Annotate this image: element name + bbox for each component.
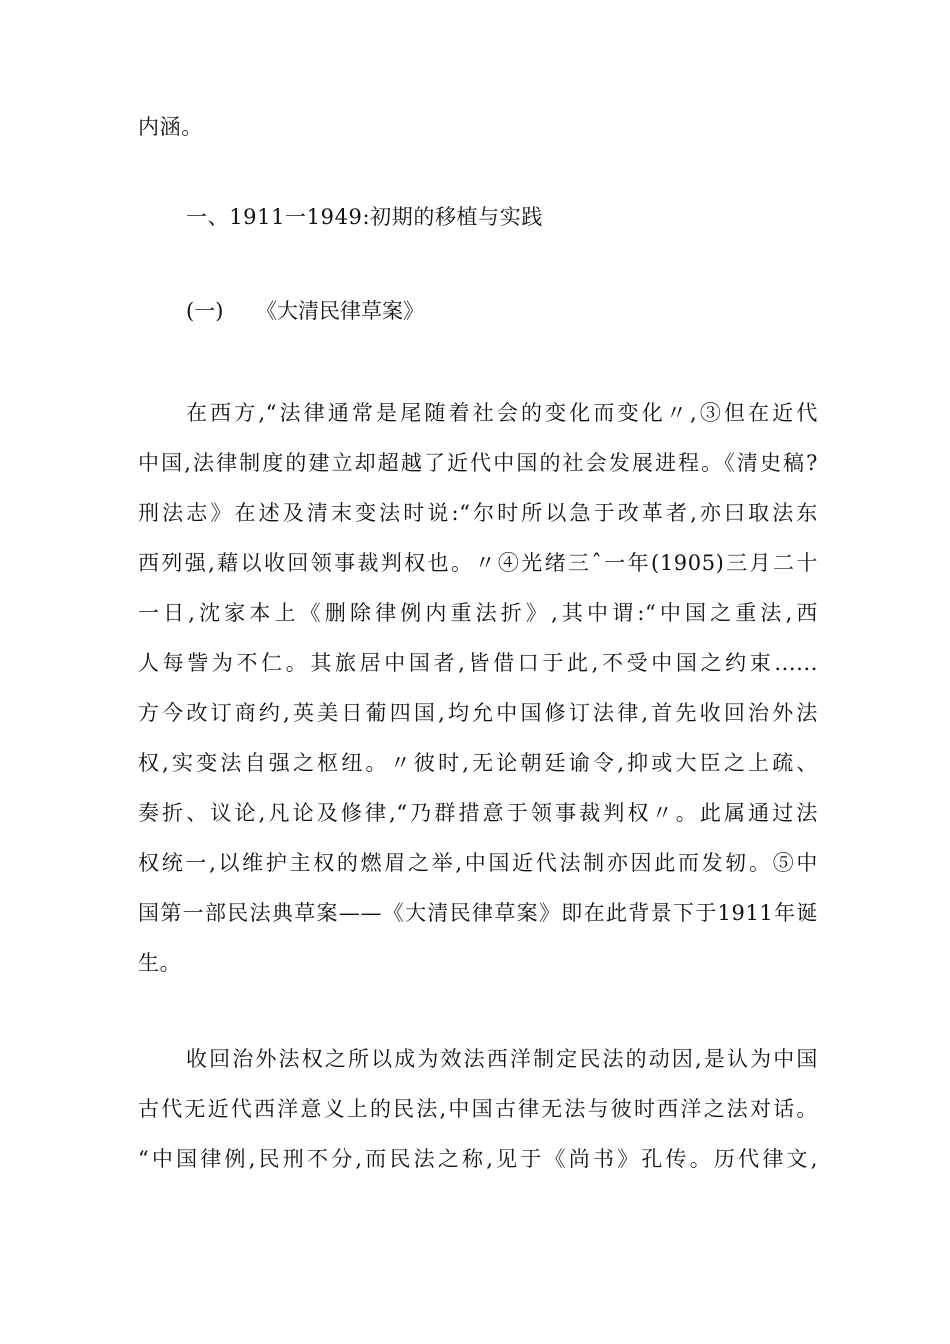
subsection-number: (一) [186,299,224,323]
paragraph-line: 国第一部民法典草案——《大清民律草案》即在此背景下于1911年诞 [138,901,819,925]
paragraph-line: 人每訾为不仁。其旅居中国者,皆借口于此,不受中国之约束...... [138,651,818,675]
paragraph-line: 生。 [138,951,182,975]
paragraph-line: 中国,法律制度的建立却超越了近代中国的社会发展进程。《清史稿? [138,451,818,475]
paragraph-line: 在西方,“法律通常是尾随着社会的变化而变化〃,③但在近代 [186,401,818,425]
paragraph-line: 奏折、议论,凡论及修律,“乃群措意于领事裁判权〃。此属通过法 [138,801,818,825]
subsection-title: 《大清民律草案》 [256,299,424,323]
intro-tail: 内涵。 [138,115,203,139]
paragraph-line: 一日,沈家本上《删除律例内重法折》,其中谓:“中国之重法,西 [138,601,818,625]
paragraph-line: 西列强,藉以收回领事裁判权也。〃④光绪三ˆ一年(1905)三月二十 [138,551,818,575]
paragraph-line: 收回治外法权之所以成为效法西洋制定民法的动因,是认为中国 [186,1047,818,1071]
section-heading: 一、1911一1949:初期的移植与实践 [186,205,543,229]
paragraph-line: 方今改订商约,英美日葡四国,均允中国修订法律,首先收回治外法 [138,701,818,725]
paragraph-line: “中国律例,民刑不分,而民法之称,见于《尚书》孔传。历代律文, [138,1147,818,1171]
paragraph-line: 权,实变法自强之枢纽。〃彼时,无论朝廷谕令,抑或大臣之上疏、 [138,751,818,775]
paragraph-line: 权统一,以维护主权的燃眉之举,中国近代法制亦因此而发轫。⑤中 [138,851,818,875]
paragraph-line: 刑法志》在述及清末变法时说:“尔时所以急于改革者,亦曰取法东 [138,501,818,525]
paragraph-line: 古代无近代西洋意义上的民法,中国古律无法与彼时西洋之法对话。 [138,1097,818,1121]
